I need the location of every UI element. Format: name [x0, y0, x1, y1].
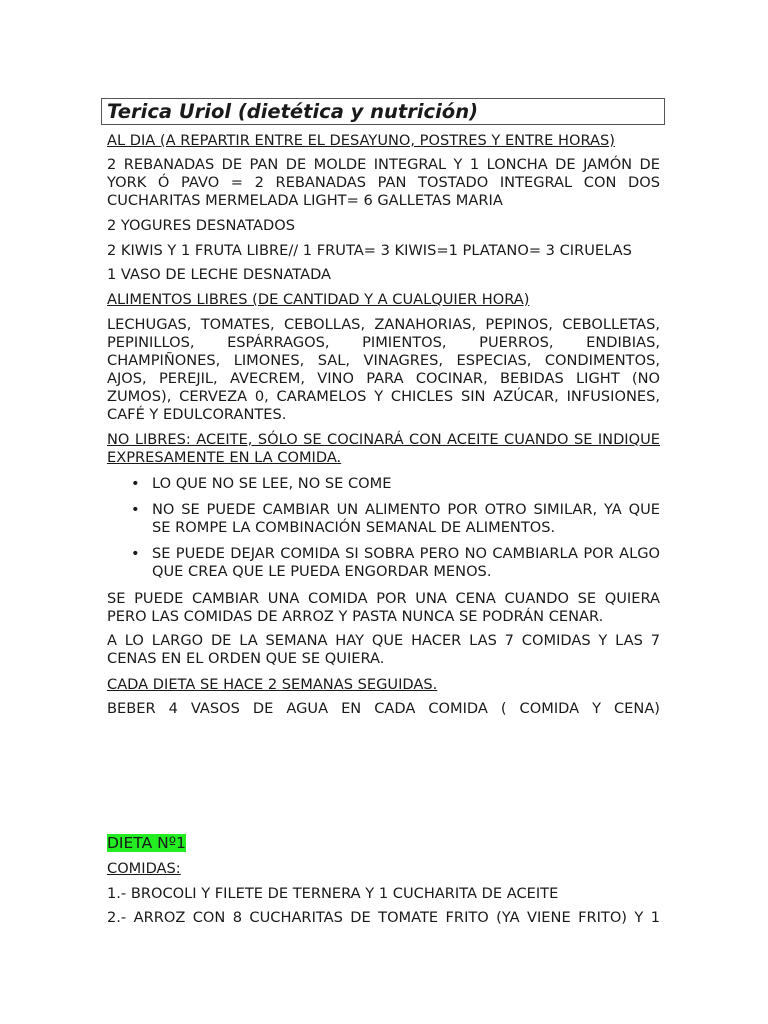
no-libres-paragraph: NO LIBRES: ACEITE, SÓLO SE COCINARÁ CON ACEITE CUANDO SE INDIQUE EXPRESAMENTE EN LA COMIDA.	[107, 431, 660, 466]
list-item-text: NO SE PUEDE CAMBIAR UN ALIMENTO POR OTRO SIMILAR, YA QUE SE ROMPE LA COMBINACIÓN SEMANAL DE ALIMENTOS.	[152, 501, 660, 536]
list-item	[107, 545, 660, 581]
list-item-text: SE PUEDE DEJAR COMIDA SI SOBRA PERO NO CAMBIARLA POR ALGO QUE CREA QUE LE PUEDA ENGORDAR MENOS.	[152, 545, 660, 580]
libres-list: LECHUGAS, TOMATES, CEBOLLAS, ZANAHORIAS, PEPINOS, CEBOLLETAS, PEPINILLOS, ESPÁRRAGOS, PIMIENTOS, PUERROS, ENDIBIAS, CHAMPIÑONES, LIMONES, SAL, VINAGRES, ESPECIAS, CONDIMENTOS, AJOS, PEREJIL, AVECREM, VINO PARA COCINAR, BEBIDAS LIGHT (NO ZUMOS), CERVEZA 0, CARAMELOS Y CHICLES SIN AZÚCAR, INFUSIONES, CAFÉ Y EDULCORANTES.	[107, 316, 660, 423]
bullet-icon: •	[131, 475, 140, 492]
dieta-heading-wrap	[107, 834, 660, 853]
cambiar-cena-paragraph: SE PUEDE CAMBIAR UNA COMIDA POR UNA CENA CUANDO SE QUIERA PERO LAS COMIDAS DE ARROZ Y PASTA NUNCA SE PODRÁN CENAR.	[107, 590, 660, 625]
document-title: Terica Uriol (dietética y nutrición)	[107, 100, 478, 123]
rules-list	[107, 475, 660, 581]
al-dia-heading: AL DIA (A REPARTIR ENTRE EL DESAYUNO, POSTRES Y ENTRE HORAS)	[107, 132, 615, 149]
leche-paragraph: 1 VASO DE LECHE DESNATADA	[107, 266, 332, 283]
agua-paragraph: BEBER 4 VASOS DE AGUA EN CADA COMIDA ( COMIDA Y CENA)	[107, 700, 660, 717]
comida-item-2: 2.- ARROZ CON 8 CUCHARITAS DE TOMATE FRITO (YA VIENE FRITO) Y 1	[107, 909, 660, 926]
bullet-icon: •	[131, 501, 140, 518]
bullet-icon: •	[131, 545, 140, 562]
list-item	[107, 475, 660, 493]
dos-semanas-paragraph: CADA DIETA SE HACE 2 SEMANAS SEGUIDAS.	[107, 676, 438, 693]
libres-heading: ALIMENTOS LIBRES (DE CANTIDAD Y A CUALQUIER HORA)	[107, 291, 530, 308]
comidas-label: COMIDAS:	[107, 860, 181, 877]
semana-paragraph: A LO LARGO DE LA SEMANA HAY QUE HACER LAS 7 COMIDAS Y LAS 7 CENAS EN EL ORDEN QUE SE QUIERA.	[107, 632, 660, 667]
pan-paragraph: 2 REBANADAS DE PAN DE MOLDE INTEGRAL Y 1 LONCHA DE JAMÓN DE YORK Ó PAVO = 2 REBANADAS PAN TOSTADO INTEGRAL CON DOS CUCHARITAS MERMELADA LIGHT= 6 GALLETAS MARIA	[107, 156, 660, 209]
list-item	[107, 501, 660, 537]
yogures-paragraph: 2 YOGURES DESNATADOS	[107, 217, 296, 234]
list-item-text: LO QUE NO SE LEE, NO SE COME	[152, 475, 392, 492]
comida-item-1: 1.- BROCOLI Y FILETE DE TERNERA Y 1 CUCHARITA DE ACEITE	[107, 885, 559, 902]
kiwis-paragraph: 2 KIWIS Y 1 FRUTA LIBRE// 1 FRUTA= 3 KIWIS=1 PLATANO= 3 CIRUELAS	[107, 242, 632, 259]
dieta-heading: DIETA Nº1	[107, 834, 186, 852]
